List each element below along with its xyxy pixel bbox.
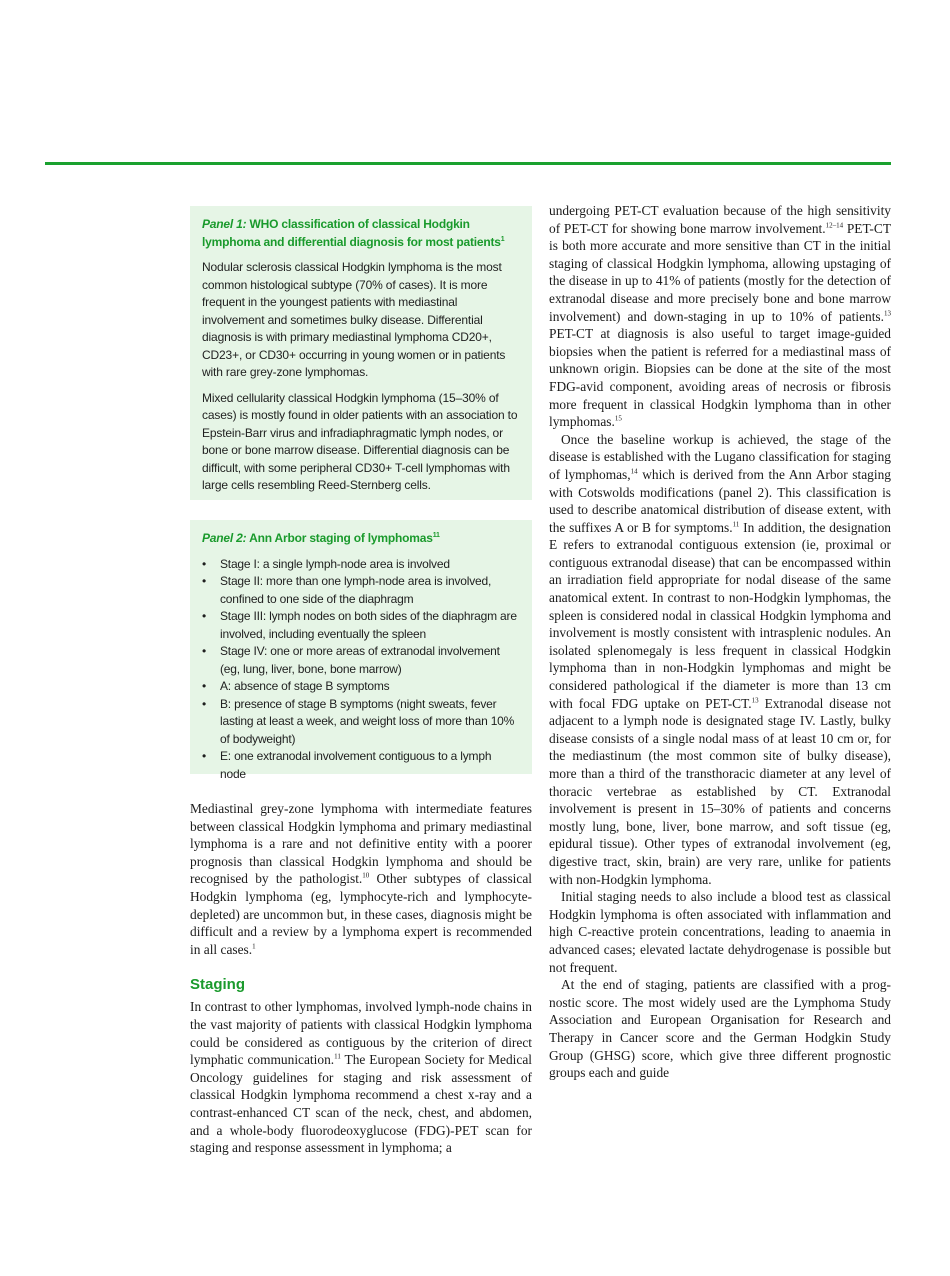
section-heading-staging: Staging [190, 976, 245, 994]
header-rule [45, 162, 891, 165]
text-run: which is derived from the Ann Arbor staging with Cotswolds modifications (panel 2). This classification is used to describe anatomical distribution of disease extent, with the suffixes A or B for symptoms. [549, 466, 891, 535]
panel-ann-arbor-staging [190, 520, 532, 781]
text-run: Once the baseline workup is achieved, the stage of the disease is established with the Lugano classification for staging of lymphomas, [549, 431, 891, 482]
panel1-title [202, 216, 520, 251]
panel2-ref: 11 [432, 532, 440, 539]
citation: 10 [362, 871, 370, 880]
panel1-label: Panel 1: [202, 217, 247, 231]
text-run: Other subtypes of classical Hodgkin lymphoma (eg, lymphocyte-rich and lymphocyte-depleted) are uncommon but, in these cases, diagnosis might be difficult and a review by a lymphoma expert is recommended in all cases. [190, 871, 532, 957]
panel1-paragraph-2: Mixed cellularity classical Hodgkin lymphoma (15–30% of cases) is mostly found in older patients with an association to Epstein-Barr virus and infradiaphragmatic lymph nodes, or bone or bone marrow disease. Differential diagnosis can be difficult, with some peripheral CD30+ T-cell lymphomas with large cells resembling Reed-Sternberg cells. [202, 390, 518, 492]
panel2-title-text: Ann Arbor staging of lymphomas [246, 531, 433, 545]
panel2-label: Panel 2: [202, 531, 247, 545]
text-run: undergoing PET-CT evaluation because of the high sensitivity of PET-CT for showing bone marrow involvement. [549, 203, 891, 236]
panel2-list [202, 556, 520, 784]
staging-paragraph [190, 998, 532, 1156]
text-run: Extranodal disease not adjacent to a lymph node is designated stage IV. Lastly, bulky disease consists of a single nodal mass of at least 10 cm or, for the mediastinum (the most common site of bulky disease), more than a third of the transthoracic diameter at any level of thoracic vertebrae as established by CT. Extranodal involvement is present in 15–30% of patients and concerns mostly lung, bone, liver, bone marrow, and soft tissue (eg, epidural tissue). Other types of extranodal involvement (eg, digestive tract, skin, brain) are very rare, unlike for patients with non-Hodgkin lymphoma. [549, 695, 891, 887]
list-item: • E: one extranodal involvement contiguous to a lymph node [202, 748, 520, 783]
citation: 12–14 [825, 221, 844, 230]
text-run: PET-CT is both more accurate and more sensitive than CT in the initial staging of classical Hodgkin lymphoma, allowing upstaging of the disease in up to 41% of patients (mostly for the detection of extranodal disease and more precisely bone and bone marrow involvement) and down-staging in up to 10% of patients. [549, 220, 892, 324]
panel1-paragraph-1: Nodular sclerosis classical Hodgkin lymphoma is the most common histological subtype (70% of cases). It is more frequent in the youngest patients with mediastinal involvement and sometimes bulky disease. Differential diagnosis is with primary mediastinal lymphoma CD20+, CD23+, or CD30+ occurring in young women or in patients with rare grey-zone lymphomas. [202, 260, 506, 379]
list-item: • Stage I: a single lymph-node area is involved [202, 556, 520, 574]
text-run: Mediastinal grey-zone lymphoma with intermediate features between classical Hodgkin lymphoma and primary mediastinal lymphoma is a rare and not definitive entity with a poorer prognosis than classical Hodgkin lymphoma and should be recognised by the pathologist. [190, 801, 532, 887]
citation: 1 [252, 942, 256, 951]
panel1-title-text: WHO classification of classical Hodgkin lymphoma and differential diagnosis for most patients [202, 217, 501, 249]
lugano-paragraph [549, 431, 891, 888]
left-column [190, 206, 532, 1157]
citation: 11 [334, 1052, 341, 1061]
list-item: • Stage III: lymph nodes on both sides of the diaphragm are involved, including eventually the spleen [202, 608, 520, 643]
list-item: • A: absence of stage B symptoms [202, 678, 520, 696]
text-run: In addition, the designation E refers to extranodal contiguous extension (ie, proximal or contiguous extranodal disease) that can be encompassed within an irradiation field appropriate for nodal disease of the same anatomical extent. In contrast to non-Hodgkin lymphomas, the spleen is considered nodal in classical Hodgkin lymphoma and involvement is mostly consistent with intrasplenic nodules. An isolated splenomegaly is less frequent in classical Hodgkin lymphoma than in non-Hodgkin lymphomas and might be considered pathological if the diameter is more than 13 cm with focal FDG uptake on PET-CT. [549, 519, 891, 711]
citation: 14 [630, 467, 638, 476]
citation: 13 [884, 309, 891, 318]
citation: 11 [732, 520, 740, 529]
text-run: In contrast to other lymphomas, involved lymph-node chains in the vast majority of patients with classical Hodgkin lymphoma could be considered as contiguous by the criterion of direct lymphatic communication. [190, 999, 532, 1068]
grey-zone-paragraph [190, 800, 532, 958]
text-run: The European Society for Medical Oncology guidelines for staging and risk assessment of classical Hodgkin lymphoma recommend a chest x-ray and a contrast-enhanced CT scan of the neck, chest, and abdomen, and a whole-body fluorodeoxyglucose (FDG)-PET scan for staging and response assessment in lymphoma; a [190, 1052, 532, 1156]
list-item: • Stage II: more than one lymph-node area is involved, confined to one side of the diaphragm [202, 573, 520, 608]
panel1-ref: 1 [500, 235, 505, 243]
panel2-title [202, 530, 520, 548]
blood-test-paragraph: Initial staging needs to also include a blood test as classical Hodgkin lymphoma is often associated with inflammation and high C-reactive protein concentrations, leading to anaemia in advanced cases; elevated lactate dehydrogenase is possible but not frequent. [549, 889, 891, 975]
right-column [549, 202, 891, 1082]
citation: 13 [751, 696, 759, 705]
citation: 15 [614, 414, 622, 423]
list-item: • Stage IV: one or more areas of extranodal involvement (eg, lung, liver, bone, bone marrow) [202, 643, 520, 678]
list-item: • B: presence of stage B symptoms (night sweats, fever lasting at least a week, and weight loss of more than 10% of bodyweight) [202, 696, 520, 749]
text-run: PET-CT at diagnosis is also useful to target image-guided biopsies when the patient is referred for a mediastinal mass of unknown origin. Biopsies can be done at the site of the most FDG-avid component, avoiding areas of necrosis or fibrosis more frequent in classical Hodgkin lymphoma than in other lymphomas. [549, 326, 891, 430]
prognostic-score-paragraph: At the end of staging, patients are classified with a prognostic score. The most widely used are the Lymphoma Study Association and European Organisation for Research and Therapy in Cancer score and the German Hodgkin Study Group (GHSG) score, which give three different prognostic groups each and guide [549, 977, 891, 1081]
pet-ct-paragraph [549, 202, 891, 431]
panel-who-classification [190, 206, 532, 500]
